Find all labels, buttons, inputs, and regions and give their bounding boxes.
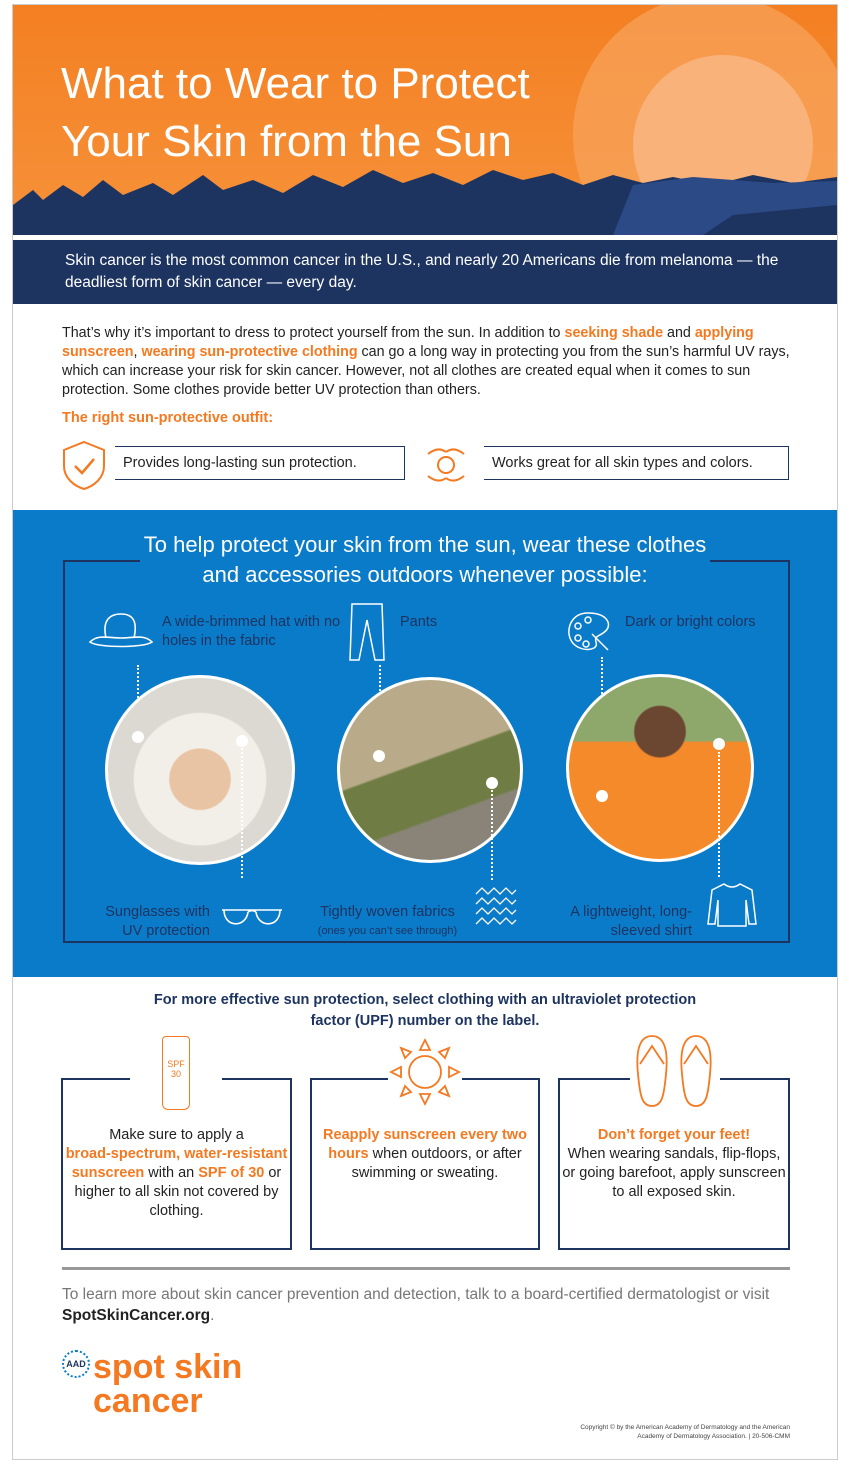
flip-flops-icon <box>630 1034 720 1108</box>
photo-man-orange-shirt <box>566 674 754 862</box>
clothing-heading: To help protect your skin from the sun, wear these clothes and accessories outdoors whenever possible: <box>140 530 710 590</box>
spot-skin-cancer-logo: spot skin cancer <box>93 1348 243 1420</box>
marker-dot <box>596 790 608 802</box>
sunscreen-bottle-icon: SPF 30 <box>162 1036 190 1110</box>
connector-line <box>491 790 493 880</box>
palette-icon <box>566 610 612 654</box>
website-link[interactable]: SpotSkinCancer.org <box>62 1307 211 1324</box>
card-sunscreen: Make sure to apply a broad-spectrum, water-resistant sunscreen with an SPF of 30 or higher to all skin not covered by clothing. <box>61 1078 292 1250</box>
woven-fabric-icon <box>474 886 518 930</box>
outfit-item-skin-types: Works great for all skin types and colors. <box>484 446 789 480</box>
aad-badge: AAD <box>62 1350 90 1378</box>
photo-woman-hat <box>105 675 295 865</box>
intro-paragraph: That’s why it’s important to dress to protect yourself from the sun. In addition to seeking shade and applying sunscreen, wearing sun-protective clothing can go a long way in protecting you from the sun’s harmful UV rays, which can increase your risk for skin cancer. However, not all clothes are created equal when it comes to sun protection. Some clothes provide better UV protection than others. <box>62 325 790 398</box>
label-hat: A wide-brimmed hat with no holes in the fabric <box>162 614 341 649</box>
divider <box>62 1267 790 1270</box>
label-fabrics-note: (ones you can’t see through) <box>317 925 458 937</box>
marker-dot <box>486 777 498 789</box>
sunglasses-icon <box>220 906 284 932</box>
hat-icon <box>88 612 154 648</box>
card-feet: Don’t forget your feet! When wearing sandals, flip-flops, or going barefoot, apply sunscreen to all exposed skin. <box>558 1078 790 1250</box>
marker-dot <box>132 731 144 743</box>
connector-line <box>718 752 720 877</box>
stat-banner: Skin cancer is the most common cancer in the U.S., and nearly 20 Americans die from melanoma — the deadliest form of skin cancer — every day. <box>13 240 837 304</box>
shield-check-icon <box>62 440 106 490</box>
marker-dot <box>713 738 725 750</box>
pants-icon <box>348 602 386 662</box>
connector-line <box>241 748 243 878</box>
outfit-item-protection: Provides long-lasting sun protection. <box>115 446 405 480</box>
long-sleeve-shirt-icon <box>706 882 758 928</box>
label-colors: Dark or bright colors <box>625 614 756 630</box>
outfit-heading: The right sun-protective outfit: <box>62 410 274 426</box>
marker-dot <box>236 735 248 747</box>
footer-text: To learn more about skin cancer prevention and detection, talk to a board-certified dermatologist or visit SpotSkinCancer.org. <box>62 1286 770 1324</box>
upf-note: For more effective sun protection, select clothing with an ultraviolet protection factor (UPF) number on the label. <box>153 992 697 1029</box>
copyright: Copyright © by the American Academy of Dermatology and the American Academy of Dermatology Association. | 20-506-CMM <box>580 1424 790 1440</box>
marker-dot <box>373 750 385 762</box>
card-reapply: Reapply sunscreen every two hours when outdoors, or after swimming or sweating. <box>310 1078 540 1250</box>
label-sunglasses: Sunglasses with UV protection <box>105 904 210 939</box>
page-title: What to Wear to Protect Your Skin from the Sun <box>61 59 530 166</box>
sun-icon <box>388 1038 462 1106</box>
hands-together-icon <box>424 440 468 490</box>
label-shirt: A lightweight, long-sleeved shirt <box>570 904 692 939</box>
photo-pants-walking <box>337 677 523 863</box>
hero-banner <box>13 5 837 235</box>
label-pants: Pants <box>400 614 438 630</box>
label-fabrics: Tightly woven fabrics <box>320 904 455 920</box>
